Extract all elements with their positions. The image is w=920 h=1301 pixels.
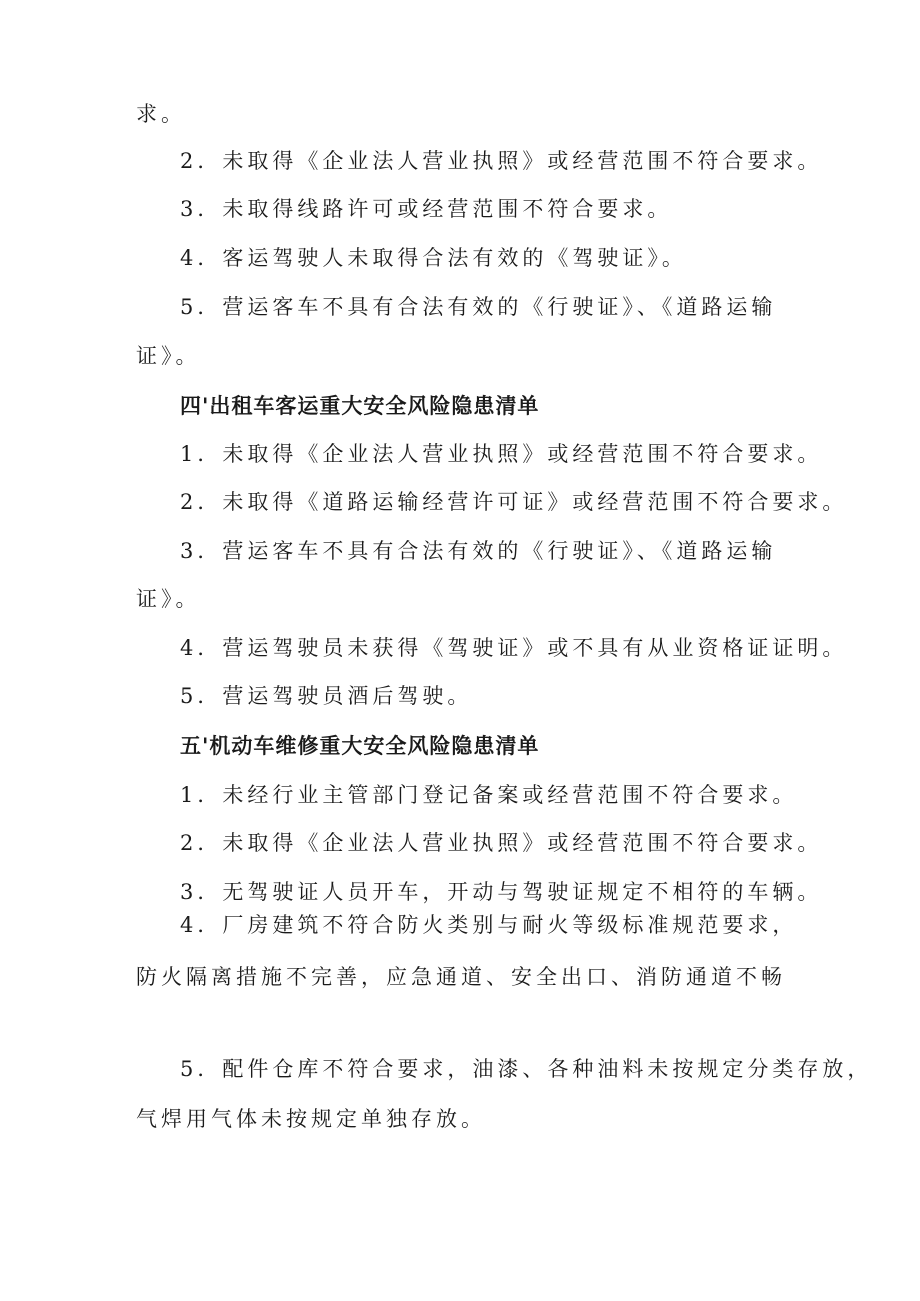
- text-line-continuation: 求。: [136, 102, 186, 126]
- section-heading: 四'出租车客运重大安全风险隐患清单: [180, 394, 540, 418]
- list-item: 3．未取得线路许可或经营范围不符合要求。: [180, 197, 673, 221]
- section-heading: 五'机动车维修重大安全风险隐患清单: [180, 734, 540, 758]
- list-item: 2．未取得《企业法人营业执照》或经营范围不符合要求。: [180, 831, 823, 855]
- list-item: 5．配件仓库不符合要求，油漆、各种油料未按规定分类存放，: [180, 1057, 873, 1081]
- list-item: 3．无驾驶证人员开车，开动与驾驶证规定不相符的车辆。: [180, 880, 823, 904]
- list-item: 5．营运客车不具有合法有效的《行驶证》、《道路运输: [180, 295, 777, 319]
- list-item: 2．未取得《道路运输经营许可证》或经营范围不符合要求。: [180, 490, 848, 514]
- list-item: 1．未取得《企业法人营业执照》或经营范围不符合要求。: [180, 442, 823, 466]
- list-item: 5．营运驾驶员酒后驾驶。: [180, 684, 473, 708]
- text-line-continuation: 气焊用气体未按规定单独存放。: [136, 1107, 486, 1131]
- text-line-continuation: 证》。: [136, 344, 201, 368]
- list-item: 2．未取得《企业法人营业执照》或经营范围不符合要求。: [180, 149, 823, 173]
- list-item: 4．厂房建筑不符合防火类别与耐火等级标准规范要求，: [180, 913, 798, 937]
- list-item: 3．营运客车不具有合法有效的《行驶证》、《道路运输: [180, 539, 777, 563]
- list-item: 4．营运驾驶员未获得《驾驶证》或不具有从业资格证证明。: [180, 636, 848, 660]
- text-line-continuation: 防火隔离措施不完善，应急通道、安全出口、消防通道不畅: [136, 965, 786, 989]
- list-item: 1．未经行业主管部门登记备案或经营范围不符合要求。: [180, 783, 798, 807]
- text-line-continuation: 证》。: [136, 587, 201, 611]
- list-item: 4．客运驾驶人未取得合法有效的《驾驶证》。: [180, 246, 687, 270]
